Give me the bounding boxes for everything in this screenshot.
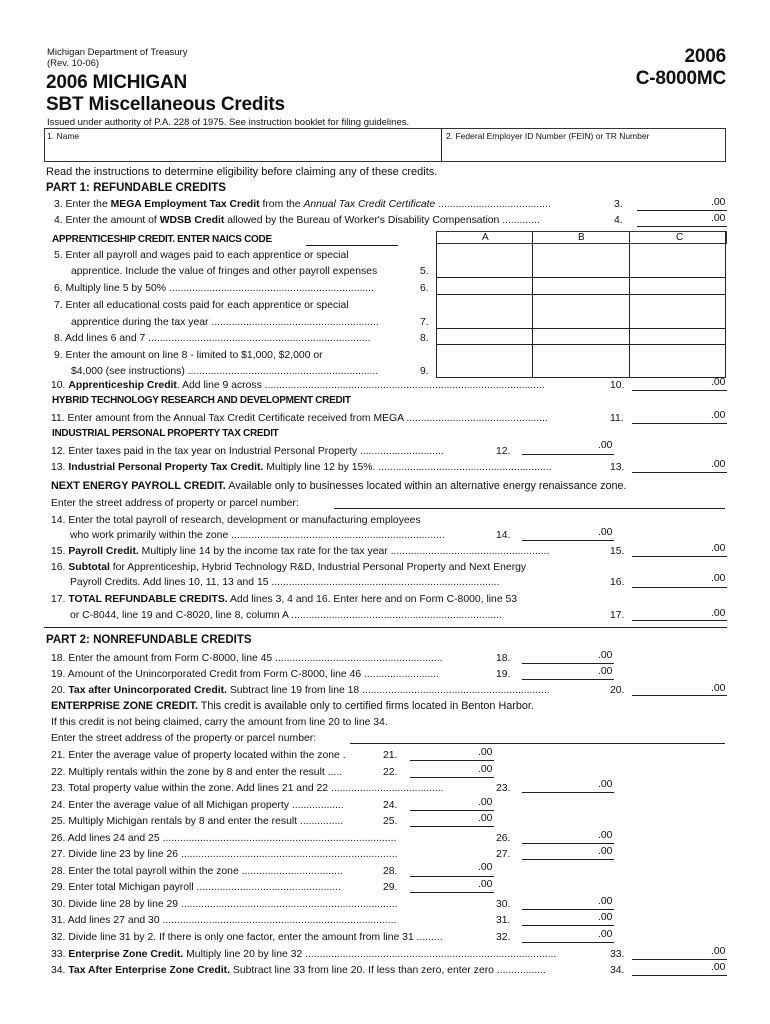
form-title-line1: 2006 MICHIGAN <box>46 72 187 93</box>
line31-label: 31. Add lines 27 and 30 ................................................................................. <box>51 915 397 926</box>
line20-cents: .00 <box>711 683 726 694</box>
revision-date: (Rev. 10-06) <box>47 58 100 69</box>
line9-col-c-input[interactable] <box>631 363 723 376</box>
part-divider <box>44 627 727 628</box>
line23-number: 23. <box>496 783 511 794</box>
line6-col-b-input[interactable] <box>534 280 627 293</box>
line10-cents: .00 <box>711 377 726 388</box>
next-energy-address-input[interactable] <box>334 496 725 509</box>
line19-number: 19. <box>496 669 511 680</box>
intro-text: Read the instructions to determine eligibility before claiming any of these credits. <box>46 166 438 178</box>
line17-cents: .00 <box>711 608 726 619</box>
department-name: Michigan Department of Treasury <box>47 47 188 58</box>
line7-col-c-input[interactable] <box>631 314 723 327</box>
enterprise-zone-header: ENTERPRISE ZONE CREDIT. This credit is available only to certified firms located in Benton Harbor. <box>51 700 534 712</box>
line5-rule <box>436 277 725 278</box>
line15-label: 15. Payroll Credit. Multiply line 14 by the income tax rate for the tax year ....................................................... <box>51 546 550 557</box>
line13-label: 13. Industrial Personal Property Tax Credit. Multiply line 12 by 15%. ............................................................ <box>51 462 552 473</box>
line5-col-a-input[interactable] <box>438 263 530 276</box>
line27-cents: .00 <box>598 846 613 857</box>
line30-label: 30. Divide line 28 by line 29 ........................................................................... <box>51 899 398 910</box>
line22-cents: .00 <box>478 764 493 775</box>
line32-label: 32. Divide line 31 by 2. If there is only one factor, enter the amount from line 31 ......... <box>51 932 443 943</box>
line6-col-c-input[interactable] <box>631 280 723 293</box>
line34-label: 34. Tax After Enterprise Zone Credit. Subtract line 33 from line 20. If less than zero, enter zero ................. <box>51 965 546 976</box>
line16-cents: .00 <box>711 573 726 584</box>
authority-note: Issued under authority of P.A. 228 of 1975. See instruction booklet for filing guidelines. <box>47 117 410 128</box>
naics-code-input[interactable] <box>306 233 398 246</box>
line18-label: 18. Enter the amount from Form C-8000, line 45 .......................................................... <box>51 653 443 664</box>
next-energy-address-label: Enter the street address of property or parcel number: <box>51 498 299 509</box>
line5-number: 5. <box>420 266 429 277</box>
line12-label: 12. Enter taxes paid in the tax year on Industrial Personal Property ............................. <box>51 446 444 457</box>
line23-label: 23. Total property value within the zone. Add lines 21 and 22 ....................................... <box>51 783 444 794</box>
line7-rule <box>436 328 725 329</box>
line28-label: 28. Enter the total payroll within the zone ................................... <box>51 866 343 877</box>
line8-number: 8. <box>420 333 429 344</box>
line8-rule <box>436 344 725 345</box>
line15-cents: .00 <box>711 543 726 554</box>
line25-label: 25. Multiply Michigan rentals by 8 and enter the result ............... <box>51 816 344 827</box>
line7-number: 7. <box>420 317 429 328</box>
enterprise-zone-address-input[interactable] <box>350 731 725 744</box>
line4-cents: .00 <box>711 213 726 224</box>
line26-cents: .00 <box>598 830 613 841</box>
line21-number: 21. <box>383 750 398 761</box>
line25-number: 25. <box>383 816 398 827</box>
line15-number: 15. <box>610 546 625 557</box>
line33-number: 33. <box>610 949 625 960</box>
line3-cents: .00 <box>711 197 726 208</box>
line22-number: 22. <box>383 767 398 778</box>
line29-number: 29. <box>383 882 398 893</box>
line4-number: 4. <box>614 215 623 226</box>
line24-cents: .00 <box>478 797 493 808</box>
line9-col-a-input[interactable] <box>438 363 530 376</box>
line30-cents: .00 <box>598 896 613 907</box>
tax-year: 2006 <box>684 46 726 67</box>
line7-col-a-input[interactable] <box>438 314 530 327</box>
enterprise-zone-note: If this credit is not being claimed, carry the amount from line 20 to line 34. <box>51 717 388 728</box>
enterprise-zone-address-label: Enter the street address of the property or parcel number: <box>51 733 317 744</box>
line8-label: 8. Add lines 6 and 7 ............................................................................. <box>54 333 371 344</box>
line3-label: 3. Enter the MEGA Employment Tax Credit from the Annual Tax Credit Certificate ....................................... <box>54 199 551 210</box>
line3-number: 3. <box>614 199 623 210</box>
line17-label-2: or C-8044, line 19 and C-8020, line 8, column A ......................................................................... <box>70 610 502 621</box>
name-field-label: 1. Name <box>47 131 80 141</box>
line27-number: 27. <box>496 849 511 860</box>
line32-cents: .00 <box>598 929 613 940</box>
line31-cents: .00 <box>598 912 613 923</box>
column-b-label: B <box>578 232 585 243</box>
line23-cents: .00 <box>598 779 613 790</box>
line11-label: 11. Enter amount from the Annual Tax Credit Certificate received from MEGA ................................................. <box>51 413 548 424</box>
line16-number: 16. <box>610 577 625 588</box>
line22-label: 22. Multiply rentals within the zone by 8 and enter the result ..... <box>51 767 343 778</box>
ipp-header: INDUSTRIAL PERSONAL PROPERTY TAX CREDIT <box>52 428 279 439</box>
line21-label: 21. Enter the average value of property located within the zone . <box>51 750 346 761</box>
line5-col-c-input[interactable] <box>631 263 723 276</box>
line5-label-1: 5. Enter all payroll and wages paid to each apprentice or special <box>54 250 349 261</box>
line9-label-2: $4,000 (see instructions) .................................................................. <box>71 366 379 377</box>
form-number: C-8000MC <box>635 68 726 89</box>
line17-number: 17. <box>610 610 625 621</box>
line10-label: 10. Apprenticeship Credit. Add line 9 across ................................................................................................. <box>51 380 545 391</box>
line27-label: 27. Divide line 23 by line 26 ........................................................................... <box>51 849 398 860</box>
line7-label-2: apprentice during the tax year .......................................................... <box>71 317 379 328</box>
line28-number: 28. <box>383 866 398 877</box>
line31-number: 31. <box>496 915 511 926</box>
line11-cents: .00 <box>711 410 726 421</box>
line13-cents: .00 <box>711 459 726 470</box>
hybrid-header: HYBRID TECHNOLOGY RESEARCH AND DEVELOPMENT CREDIT <box>52 395 351 406</box>
column-c-label: C <box>676 232 684 243</box>
line14-number: 14. <box>496 530 511 541</box>
next-energy-header: NEXT ENERGY PAYROLL CREDIT. Available only to businesses located within an alternative energy renaissance zone. <box>51 480 627 492</box>
line20-number: 20. <box>610 685 625 696</box>
apprenticeship-header: APPRENTICESHIP CREDIT. ENTER NAICS CODE <box>52 234 272 245</box>
fein-input[interactable] <box>446 142 720 158</box>
line28-cents: .00 <box>478 862 493 873</box>
line8-col-c-input[interactable] <box>631 330 723 343</box>
line9-col-b-input[interactable] <box>534 363 627 376</box>
line14-label-2: who work primarily within the zone .......................................................................... <box>70 530 445 541</box>
part2-title: PART 2: NONREFUNDABLE CREDITS <box>46 634 252 646</box>
line20-label: 20. Tax after Unincorporated Credit. Subtract line 19 from line 18 ................................................................. <box>51 685 550 696</box>
form-title-line2: SBT Miscellaneous Credits <box>46 94 285 115</box>
line19-label: 19. Amount of the Unincorporated Credit from Form C-8000, line 46 .......................... <box>51 669 440 680</box>
column-divider-bc <box>629 231 630 378</box>
line34-number: 34. <box>610 965 625 976</box>
line18-number: 18. <box>496 653 511 664</box>
line6-col-a-input[interactable] <box>438 280 530 293</box>
column-divider-right <box>725 231 726 378</box>
column-divider-left <box>436 231 437 378</box>
line16-label-1: 16. Subtotal for Apprenticeship, Hybrid Technology R&D, Industrial Personal Property and Next Energy <box>51 562 527 573</box>
line11-number: 11. <box>610 413 624 424</box>
column-a-label: A <box>482 232 489 243</box>
line34-cents: .00 <box>711 962 726 973</box>
name-input[interactable] <box>48 142 436 158</box>
line33-label: 33. Enterprise Zone Credit. Multiply line 20 by line 32 ....................................................................................... <box>51 949 557 960</box>
line6-number: 6. <box>420 283 429 294</box>
line12-cents: .00 <box>598 440 613 451</box>
line14-cents: .00 <box>598 527 613 538</box>
part1-title: PART 1: REFUNDABLE CREDITS <box>46 182 226 194</box>
line30-number: 30. <box>496 899 511 910</box>
line6-label: 6. Multiply line 5 by 50% ....................................................................... <box>54 283 374 294</box>
column-divider-ab <box>532 231 533 378</box>
line12-number: 12. <box>496 446 511 457</box>
line29-label: 29. Enter total Michigan payroll .................................................. <box>51 882 341 893</box>
line18-cents: .00 <box>598 650 613 661</box>
line7-col-b-input[interactable] <box>534 314 627 327</box>
line17-label-1: 17. TOTAL REFUNDABLE CREDITS. Add lines 3, 4 and 16. Enter here and on Form C-8000, line 53 <box>51 594 518 605</box>
identification-divider <box>441 128 442 161</box>
line8-col-a-input[interactable] <box>438 330 530 343</box>
line33-cents: .00 <box>711 946 726 957</box>
fein-field-label: 2. Federal Employer ID Number (FEIN) or TR Number <box>446 131 650 141</box>
line14-label-1: 14. Enter the total payroll of research, development or manufacturing employees <box>51 515 421 526</box>
line24-label: 24. Enter the average value of all Michigan property .................. <box>51 800 344 811</box>
line16-label-2: Payroll Credits. Add lines 10, 11, 13 and 15 ............................................................................... <box>70 577 500 588</box>
line5-col-b-input[interactable] <box>534 263 627 276</box>
line6-rule <box>436 294 725 295</box>
line26-number: 26. <box>496 833 511 844</box>
line10-number: 10. <box>610 380 625 391</box>
line21-cents: .00 <box>478 747 493 758</box>
line9-label-1: 9. Enter the amount on line 8 - limited to $1,000, $2,000 or <box>54 350 323 361</box>
line24-number: 24. <box>383 800 398 811</box>
line7-label-1: 7. Enter all educational costs paid for each apprentice or special <box>54 300 349 311</box>
line9-number: 9. <box>420 366 429 377</box>
line19-cents: .00 <box>598 666 613 677</box>
line4-label: 4. Enter the amount of WDSB Credit allowed by the Bureau of Worker's Disability Compensation ............. <box>54 215 540 226</box>
line25-cents: .00 <box>478 813 493 824</box>
line13-number: 13. <box>610 462 625 473</box>
line5-label-2: apprentice. Include the value of fringes and other payroll expenses <box>71 266 378 277</box>
line29-cents: .00 <box>478 879 493 890</box>
line32-number: 32. <box>496 932 511 943</box>
line8-col-b-input[interactable] <box>534 330 627 343</box>
line26-label: 26. Add lines 24 and 25 ................................................................................. <box>51 833 397 844</box>
